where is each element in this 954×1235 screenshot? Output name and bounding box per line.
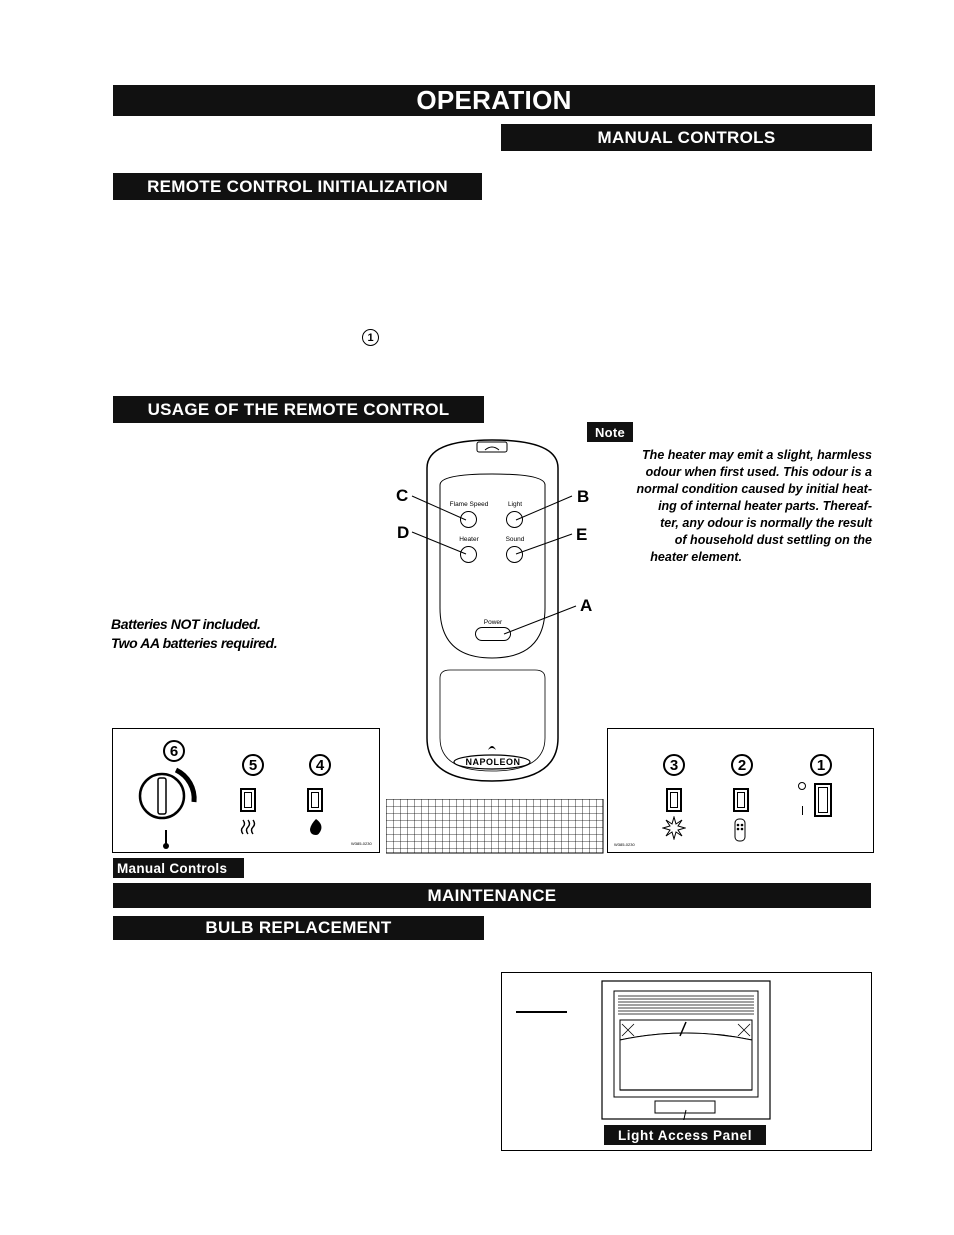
batteries-line-2: Two AA batteries required. <box>111 635 278 651</box>
inline-marker-1: 1 <box>362 329 379 346</box>
remote-brand: NAPOLEON <box>465 757 521 767</box>
control-number-1: 1 <box>810 754 832 776</box>
switch-5[interactable] <box>240 788 256 812</box>
callout-c: C <box>396 486 409 505</box>
note-line: of household dust settling on the <box>674 533 872 547</box>
note-line: odour when first used. This odour is a <box>645 465 872 479</box>
switch-2[interactable] <box>733 788 749 812</box>
note-line: ter, any odour is normally the result <box>660 516 872 530</box>
left-panel-code: W385-0230 <box>351 841 372 846</box>
light-label: Light <box>507 501 523 508</box>
batteries-text <box>111 615 277 653</box>
control-number-4: 4 <box>309 754 331 776</box>
thermostat-knob[interactable] <box>132 762 212 850</box>
maintenance-heading: MAINTENANCE <box>113 883 871 908</box>
callout-lines <box>400 480 593 640</box>
fireplace-grille <box>386 799 604 854</box>
heater-label: Heater <box>459 536 479 543</box>
note-line: The heater may emit a slight, harmless <box>642 448 872 462</box>
power-on-icon <box>802 806 803 815</box>
note-line: ing of internal heater parts. Thereaf- <box>658 499 872 513</box>
fireplace-illustration <box>600 980 772 1120</box>
note-label: Note <box>587 422 633 442</box>
blank-rule <box>516 1011 567 1013</box>
control-number-2: 2 <box>731 754 753 776</box>
note-line: normal condition caused by initial heat- <box>636 482 872 496</box>
callout-a: A <box>580 596 593 615</box>
note-text <box>585 447 872 566</box>
light-burst-icon <box>662 816 686 840</box>
sound-label: Sound <box>505 536 525 543</box>
right-panel-code: W385-0230 <box>614 842 635 847</box>
control-number-6: 6 <box>163 740 185 762</box>
switch-4[interactable] <box>307 788 323 812</box>
control-number-3: 3 <box>663 754 685 776</box>
note-line: heater element. <box>650 550 742 564</box>
remote-init-heading: REMOTE CONTROL INITIALIZATION <box>113 173 482 200</box>
remote-icon <box>734 818 746 842</box>
flame-icon <box>306 818 326 836</box>
manual-controls-heading: MANUAL CONTROLS <box>501 124 872 151</box>
power-label: Power <box>483 619 503 626</box>
flame-speed-label: Flame Speed <box>449 501 489 508</box>
operation-heading: OPERATION <box>113 85 875 116</box>
callout-b: B <box>577 487 590 506</box>
callout-d: D <box>397 523 410 542</box>
heat-waves-icon <box>240 818 260 836</box>
light-access-panel-caption: Light Access Panel <box>604 1125 766 1145</box>
batteries-line-1: Batteries NOT included. <box>111 616 261 632</box>
callout-e: E <box>576 525 588 544</box>
usage-heading: USAGE OF THE REMOTE CONTROL <box>113 396 484 423</box>
control-number-5: 5 <box>242 754 264 776</box>
bulb-replacement-heading: BULB REPLACEMENT <box>113 916 484 940</box>
manual-controls-caption: Manual Controls <box>113 858 244 878</box>
power-switch-1[interactable] <box>814 783 832 817</box>
switch-3[interactable] <box>666 788 682 812</box>
power-off-icon <box>798 782 806 790</box>
